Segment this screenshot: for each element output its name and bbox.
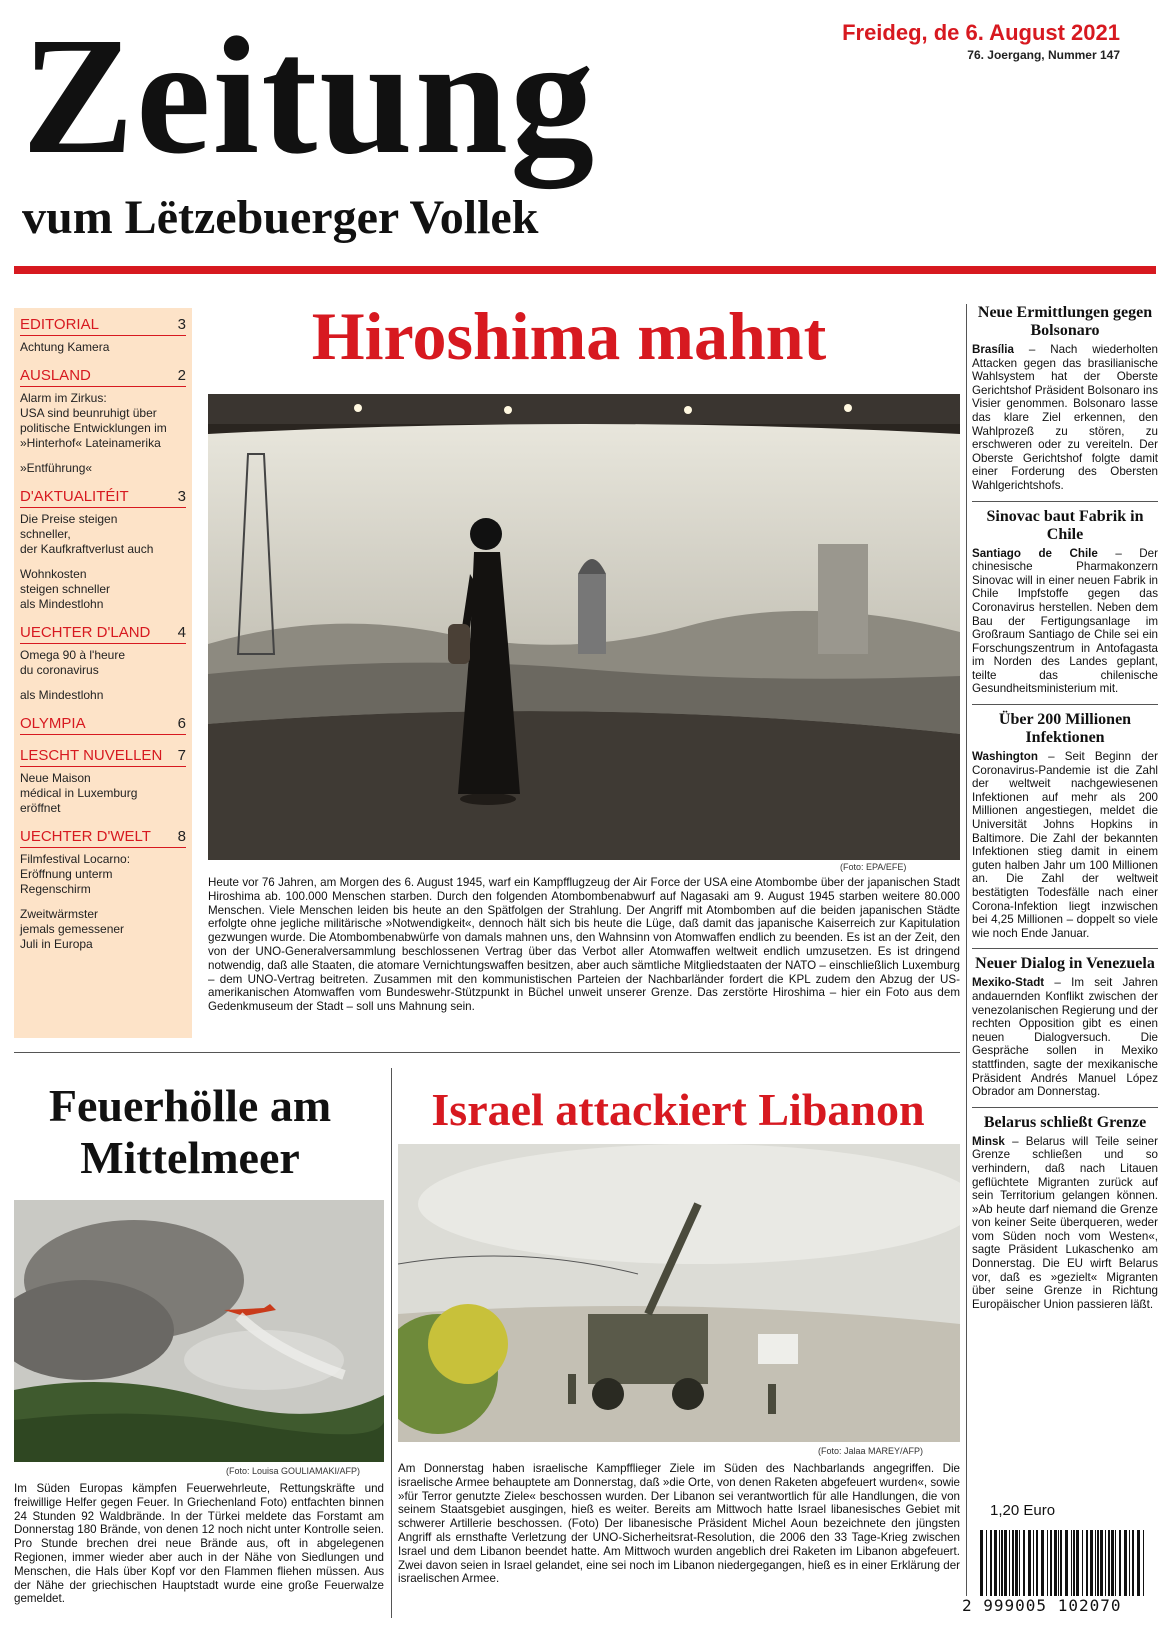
sidebar-section-head[interactable]	[20, 745, 186, 767]
brief-text	[972, 547, 1158, 697]
issue-number: 76. Joergang, Nummer 147	[967, 48, 1120, 62]
hiroshima-photo	[208, 394, 960, 860]
fire-photo-credit: (Foto: Louisa GOULIAMAKI/AFP)	[226, 1466, 361, 1476]
masthead-subtitle: vum Lëtzebuerger Vollek	[22, 191, 539, 244]
israel-photo-credit: (Foto: Jalaa MAREY/AFP)	[818, 1446, 924, 1456]
brief-dateline: Mexiko-Stadt	[972, 976, 1045, 990]
main-headline[interactable]: Hiroshima mahnt	[311, 298, 827, 374]
brief-dateline: Minsk	[972, 1134, 1005, 1148]
sidebar-teaser[interactable]: Achtung Kamera	[20, 340, 110, 354]
sidebar-page-number: 3	[177, 316, 186, 333]
brief-dateline: Brasília	[972, 343, 1014, 356]
sidebar-section	[20, 622, 186, 703]
brief-text	[972, 1135, 1158, 1312]
sidebar-section-title: EDITORIAL	[20, 316, 99, 333]
brief-dateline: Santiago de Chile	[972, 546, 1098, 560]
brief-divider	[972, 948, 1158, 949]
sidebar-section-title: OLYMPIA	[20, 715, 86, 732]
sidebar-section-head[interactable]	[20, 622, 186, 644]
sidebar-section-title: UECHTER D'LAND	[20, 624, 151, 641]
masthead-title: Zeitung	[22, 3, 597, 189]
sidebar-page-number: 3	[177, 488, 186, 505]
sidebar-section-head[interactable]	[20, 365, 186, 387]
israel-headline[interactable]: Israel attackiert Libanon	[431, 1084, 925, 1135]
news-briefs-column	[972, 304, 1158, 1319]
brief-text	[972, 343, 1158, 493]
sidebar-page-number: 2	[177, 367, 186, 384]
sidebar-section-title: AUSLAND	[20, 367, 91, 384]
sidebar-teaser[interactable]: als Mindestlohn	[20, 688, 104, 702]
brief-text	[972, 750, 1158, 940]
price: 1,20 Euro	[990, 1502, 1056, 1519]
wildfire-photo	[14, 1200, 384, 1462]
sidebar-page-number: 4	[177, 624, 186, 641]
sidebar-section	[20, 486, 186, 612]
sidebar-section-title: LESCHT NUVELLEN	[20, 747, 163, 764]
brief-body: – Belarus will Teile seiner Grenze schließen und so verhindern, daß nach Litauen geflüchtete Migranten zurück auf sein Territorium gelangen können. »Ab heute darf niemand die Grenze von keiner Seite überqueren, weder vom Süden noch vom Westen«, sagte Präsident Lukaschenko am Donnerstag. Die EU wirft Belarus vor, daß es »gezielt« Migranten über seine Grenze in Richtung Europäischer Union passieren läßt.	[972, 1134, 1158, 1311]
sidebar-page-number: 7	[177, 747, 186, 764]
brief-headline[interactable]: Neue Ermittlungen gegen Bolsonaro	[977, 304, 1153, 339]
sidebar-section	[20, 365, 186, 476]
brief-body: – Seit Beginn der Coronavirus-Pandemie ist die Zahl der weltweit nachgewiesenen Infektionen auf mehr als 200 Millionen angestiegen, meldet die Universität Johns Hopkins in Baltimore. Die Zahl der bekannten Infektionen stieg damit in einem guten halben Jahr um 100 Millionen an. Die Zahl der weltweit bestätigten Todesfälle nach einer Corona-Infektion liegt inzwischen bei 4,25 Millionen – doppelt so viele wie noch Ende Januar.	[972, 750, 1158, 940]
sidebar-teaser[interactable]: »Entführung«	[20, 461, 93, 475]
fire-headline[interactable]: Feuerhölle am Mittelmeer	[48, 1080, 332, 1183]
issue-date: Freideg, de 6. August 2021	[842, 20, 1120, 45]
sidebar-section-head[interactable]	[20, 826, 186, 848]
brief-headline[interactable]: Neuer Dialog in Venezuela	[975, 955, 1155, 973]
brief-divider	[972, 501, 1158, 502]
brief-divider	[972, 1107, 1158, 1108]
sidebar-teaser[interactable]: Zweitwärmster jemals gemessener Juli in Europa	[20, 907, 125, 951]
main-story-text: Heute vor 76 Jahren, am Morgen des 6. August 1945, warf ein Kampfflugzeug der Air Force der USA eine Atombombe über der japanischen Stadt Hiroshima ab. 100.000 Menschen starben. Durch den folgenden Atombombenabwurf auf Nagasaki am 9. August 1945 starben weitere 80.000 Menschen. Viele Menschen leiden bis heute an den Spätfolgen der Strahlung. Der Angriff mit Atombomben auf die beiden japanischen Städte erfolgte ohne jegliche militärische »Notwendigkeit«, dennoch hält sich bis heute die Lüge, daß damit das japanische Kaiserreich zur Kapitulation gezwungen wurde. Die Atombombenabwürfe von damals mahnen uns, den Wahnsinn von Atomwaffen endlich zu beenden. Es ist an der Zeit, den von der UNO-Generalversammlung beschlossenen Vertrag über das Verbot aller Atomwaffen weltweit endlich umzusetzen. Es ist dringend notwendig, daß alle Staaten, die atomare Vernichtungswaffen besitzen, aber auch sämtliche Mitgliedstaaten der NATO – einschließlich Luxemburg – dem UNO-Vertrag beitreten. Zusammen mit den kommunistischen Parteien der Nachbarländer fordert die KPL zudem den Abzug der US-amerikanischen Atomwaffen vom Bundeswehr-Stützpunkt in Büchel unweit unserer Grenze. Das zerstörte Hiroshima – hier ein Foto aus dem Gedenkmuseum der Stadt – soll uns Mahnung sein.	[208, 876, 960, 1014]
israel-story-text: Am Donnerstag haben israelische Kampfflieger Ziele im Süden des Nachbarlands angegriffen. Die israelische Armee behauptete am Donnerstag, daß »die Orte, von denen Raketen abgefeuert wurden«, sowie »für Terror genutzte Ziele« beschossen wurden. Der Libanon sei verantwortlich für alle Handlungen, die von seinem Staatsgebiet ausgingen, hieß es weiter. Bereits am Mittwoch hatte Israel libanesisches Gebiet mit schwerer Artillerie beschossen. (Foto) Der libanesische Präsident Michel Aoun bezeichnete den jüngsten Angriff als ernsthafte Verletzung der UNO-Sicherheitsrat-Resolution, die 2006 den 33 Tage-Krieg zwischen Israel und dem Libanon beendet hatte. Am Mittwoch wurden angeblich drei Raketen im Libanon abgefeuert. Zwei davon seien in Israel gelandet, eine sei noch im Libanon niedergegangen, hieß es in einer Erklärung der israelischen Armee.	[398, 1462, 961, 1586]
sidebar-section	[20, 713, 186, 735]
sidebar-teaser[interactable]: Die Preise steigen schneller, der Kaufkraftverlust auch	[20, 512, 154, 556]
sidebar-teaser[interactable]: Omega 90 à l'heure du coronavirus	[20, 648, 126, 677]
sidebar-section-title: D'AKTUALITÉIT	[20, 488, 129, 505]
sidebar-section	[20, 314, 186, 355]
masthead-rule	[14, 266, 1156, 274]
artillery-photo	[398, 1144, 960, 1442]
section-divider	[14, 1052, 960, 1053]
sidebar-section-head[interactable]	[20, 314, 186, 336]
brief-headline[interactable]: Belarus schließt Grenze	[983, 1113, 1147, 1131]
brief-body: – Nach wiederholten Attacken gegen das brasilianische Wahlsystem hat der Oberste Gerichtshof Präsident Bolsonaro ins Visier genommen. Bolsonaro lasse das klare Ziel erkennen, den Wahlprozeß zu stören, zu erschweren oder zu vereiteln. Der Oberste Gerichtshof folgte damit einer Forderung des Obersten Wahlgerichtshofs.	[972, 343, 1158, 492]
column-divider	[391, 1068, 392, 1618]
main-photo-credit: (Foto: EPA/EFE)	[840, 862, 907, 872]
brief-text	[972, 976, 1158, 1098]
contents-sidebar	[14, 308, 192, 1038]
brief-headline[interactable]: Sinovac baut Fabrik in Chile	[986, 507, 1144, 543]
brief-body: – Der chinesische Pharmakonzern Sinovac will in einer neuen Fabrik in Chile Impfstoffe gegen das Coronavirus herstellen. Neben dem Bau der Fertigungsanlage im Großraum Santiago de Chile sei ein Forschungszentrum in Antofagasta im Norden des Landes geplant, teilte das chilenische Gesundheitsministerium mit.	[972, 546, 1158, 696]
sidebar-section	[20, 745, 186, 816]
sidebar-section-title: UECHTER D'WELT	[20, 828, 151, 845]
sidebar-teaser[interactable]: Neue Maison médical in Luxemburg eröffnet	[20, 771, 138, 815]
sidebar-page-number: 8	[177, 828, 186, 845]
fire-story-text: Im Süden Europas kämpfen Feuerwehrleute, Rettungskräfte und freiwillige Helfer gegen Feuer. In Griechenland Foto) entfachten binnen 24 Stunden 92 Waldbrände. In der Türkei meldete das Forstamt am Donnerstag 180 Brände, von denen 12 noch nicht unter Kontrolle seien. Pro Stunde brechen drei neue Brände aus, oft in abgelegenen Regionen, immer wieder aber auch in der Nähe von Siedlungen und Menschen, die Hals über Kopf vor den Flammen fliehen müssen. Aus der Nähe der griechischen Hauptstadt wurde eine große Feuerwalze gemeldet.	[14, 1482, 384, 1606]
brief-headline[interactable]: Über 200 Millionen Infektionen	[998, 711, 1132, 747]
sidebar-teaser[interactable]: Wohnkosten steigen schneller als Mindestlohn	[20, 567, 111, 611]
sidebar-section	[20, 826, 186, 952]
sidebar-section-head[interactable]	[20, 713, 186, 735]
sidebar-section-head[interactable]	[20, 486, 186, 508]
barcode-number: 2 999005 102070	[962, 1596, 1162, 1615]
sidebar-page-number: 6	[177, 715, 186, 732]
brief-dateline: Washington	[972, 750, 1038, 764]
sidebar-teaser[interactable]: Filmfestival Locarno: Eröffnung unterm Regenschirm	[20, 852, 131, 896]
sidebar-teaser[interactable]: Alarm im Zirkus: USA sind beunruhigt über politische Entwicklungen im »Hinterhof« Lateinamerika	[20, 391, 167, 450]
brief-divider	[972, 704, 1158, 705]
brief-body: – Im seit Jahren andauernden Konflikt zwischen der venezolanischen Regierung und der rechten Opposition gibt es einen neuen Dialogversuch. Die Gespräche sollen in Mexiko stattfinden, sagte der mexikanische Präsident Andrés Manuel López Obrador am Donnerstag.	[972, 976, 1158, 1099]
right-column-divider	[966, 304, 967, 1604]
